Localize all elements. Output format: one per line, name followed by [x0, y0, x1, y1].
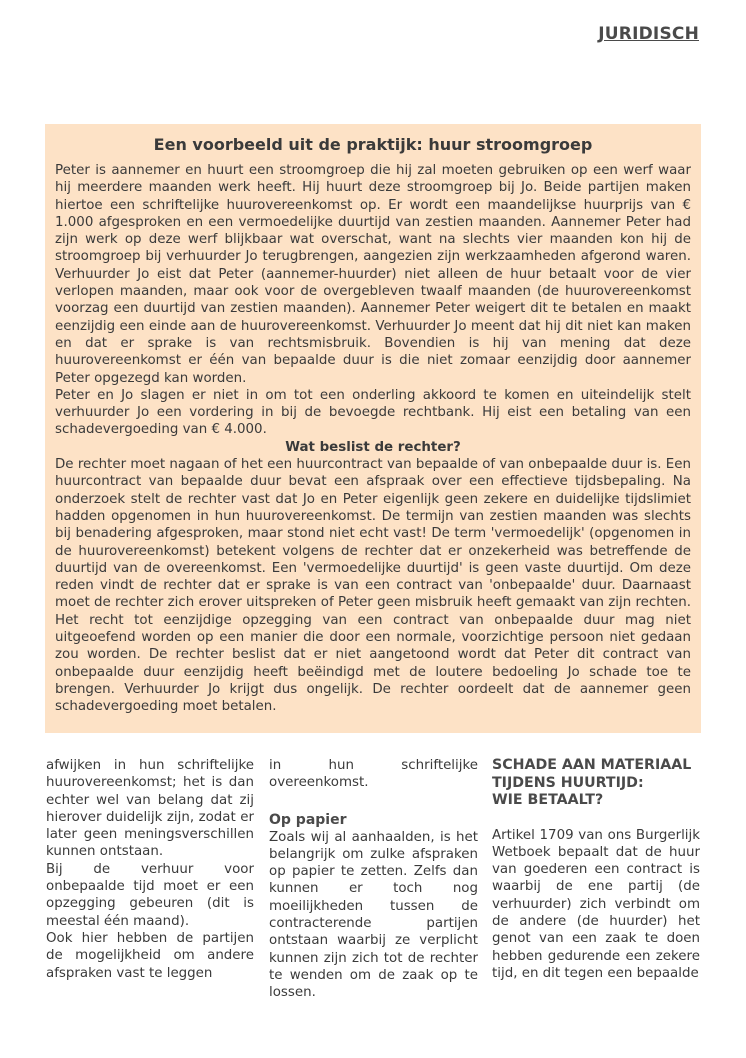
damage-heading-line-3: WIE BETAALT? — [492, 792, 604, 808]
verdict-paragraph: De rechter moet nagaan of het een huurcontract van bepaalde of van onbepaalde duur is. Een huurcontract van bepaalde duur bevat een afspraak over een effectieve tijdsbepaling. Na onderzoek stelt de rechter vast dat Jo en Peter eigenlijk geen zekere en duidelijke tijdslimiet hadden opgenomen in hun huurovereenkomst. De termijn van zestien maanden was slechts bij benadering afgesproken, maar stond niet echt vast! De term 'vermoedelijk' (opgenomen in de huurovereenkomst) betekent volgens de rechter dat er onzekerheid was betreffende de duurtijd van de overeenkomst. Een 'vermoedelijke duurtijd' is geen vaste duurtijd. Om deze reden vindt de rechter dat er sprake is van een contract van 'onbepaalde' duur. Daarnaast moet de rechter zich erover uitspreken of Peter geen misbruik heeft gemaakt van zijn rechten. Het recht tot eenzijdige opzegging van een contract van onbepaalde duur mag niet uitgeoefend worden op een manier die door een normale, voorzichtige persoon niet gedaan zou worden. De rechter beslist dat er niet aangetoond wordt dat Peter dit contract van onbepaalde duur eenzijdig heeft beëindigd met de loutere bedoeling Jo schade toe te brengen. Verhuurder Jo krijgt dus ongelijk. De rechter oordeelt dat de aannemer geen schadevergoeding moet betalen. — [55, 457, 691, 715]
case-facts-paragraph: Peter is aannemer en huurt een stroomgroep die hij zal moeten gebruiken op een werf waar hij meerdere maanden werk heeft. Hij huurt deze stroomgroep bij Jo. Beide partijen maken hiertoe een schriftelijke huurovereenkomst op. Er wordt een maandelijkse huurprijs van € 1.000 afgesproken en een vermoedelijke duurtijd van zestien maanden. Aannemer Peter had zijn werk op deze werf blijkbaar wat overschat, want na slechts vier maanden kon hij de stroomgroep bij verhuurder Jo terugbrengen, aangezien zijn werkzaamheden afgerond waren. Verhuurder Jo eist dat Peter (aannemer-huurder) niet alleen de huur betaalt voor de vier verlopen maanden, maar ook voor de overgebleven twaalf maanden (de huurovereenkomst voorzag een duurtijd van zestien maanden). Aannemer Peter weigert dit te betalen en maakt eenzijdig een einde aan de huurovereenkomst. Verhuurder Jo meent dat hij dit niet kan maken en dat er sprake is van rechtsmisbruik. Bovendien is hij van mening dat deze huurovereenkomst er één van bepaalde duur is die niet zomaar eenzijdig door aannemer Peter opgezegd kan worden. — [55, 163, 691, 386]
op-papier-heading: Op papier — [269, 811, 347, 828]
verdict-subtitle: Wat beslist de rechter? — [285, 439, 461, 455]
damage-heading-line-1: SCHADE AAN MATERIAAL — [492, 757, 692, 773]
damage-section-heading — [492, 757, 700, 810]
column-2-intro: in hun schriftelijke overeenkomst. — [269, 758, 478, 791]
column-3 — [492, 757, 700, 982]
column-3-paragraph: Artikel 1709 van ons Burgerlijk Wetboek bepaalt dat de huur van goederen een contract is waarbij de ene partij (de verhuurder) zich verbindt om de andere (de huurder) het genot van een zaak te doen hebben gedurende een zekere tijd, en dit tegen een bepaalde — [492, 827, 700, 981]
column-2-paragraph: Zoals wij al aanhaalden, is het belangrijk om zulke afspraken op papier te zetten. Zelfs dan kunnen er toch nog moeilijkheden tussen de contracterende partijen ontstaan waarbij ze verplicht kunnen zijn zich tot de rechter te wenden om de zaak op te lossen. — [269, 829, 478, 1001]
column-1-paragraph-3: Ook hier hebben de partijen de mogelijkheid om andere afspraken vast te leggen — [46, 930, 254, 981]
section-label: JURIDISCH — [598, 24, 699, 44]
case-example-title: Een voorbeeld uit de praktijk: huur stroomgroep — [153, 135, 593, 154]
case-claim-paragraph: Peter en Jo slagen er niet in om tot een onderling akkoord te komen en uiteindelijk stelt verhuurder Jo een vordering in bij de bevoegde rechtbank. Hij eist een betaling van een schadevergoeding van € 4.000. — [55, 387, 691, 438]
case-example-box — [45, 124, 701, 733]
column-1-paragraph-1: afwijken in hun schriftelijke huurovereenkomst; het is dan echter wel van belang dat zij hierover duidelijk zijn, zodat er later geen meningsverschillen kunnen ontstaan. — [46, 758, 254, 860]
column-1 — [46, 757, 254, 982]
damage-heading-line-2: TIJDENS HUURTIJD: — [492, 774, 644, 791]
column-1-paragraph-2: Bij de verhuur voor onbepaalde tijd moet er een opzegging gebeuren (dit is meestal één maand). — [46, 861, 254, 929]
column-2 — [269, 757, 478, 1002]
